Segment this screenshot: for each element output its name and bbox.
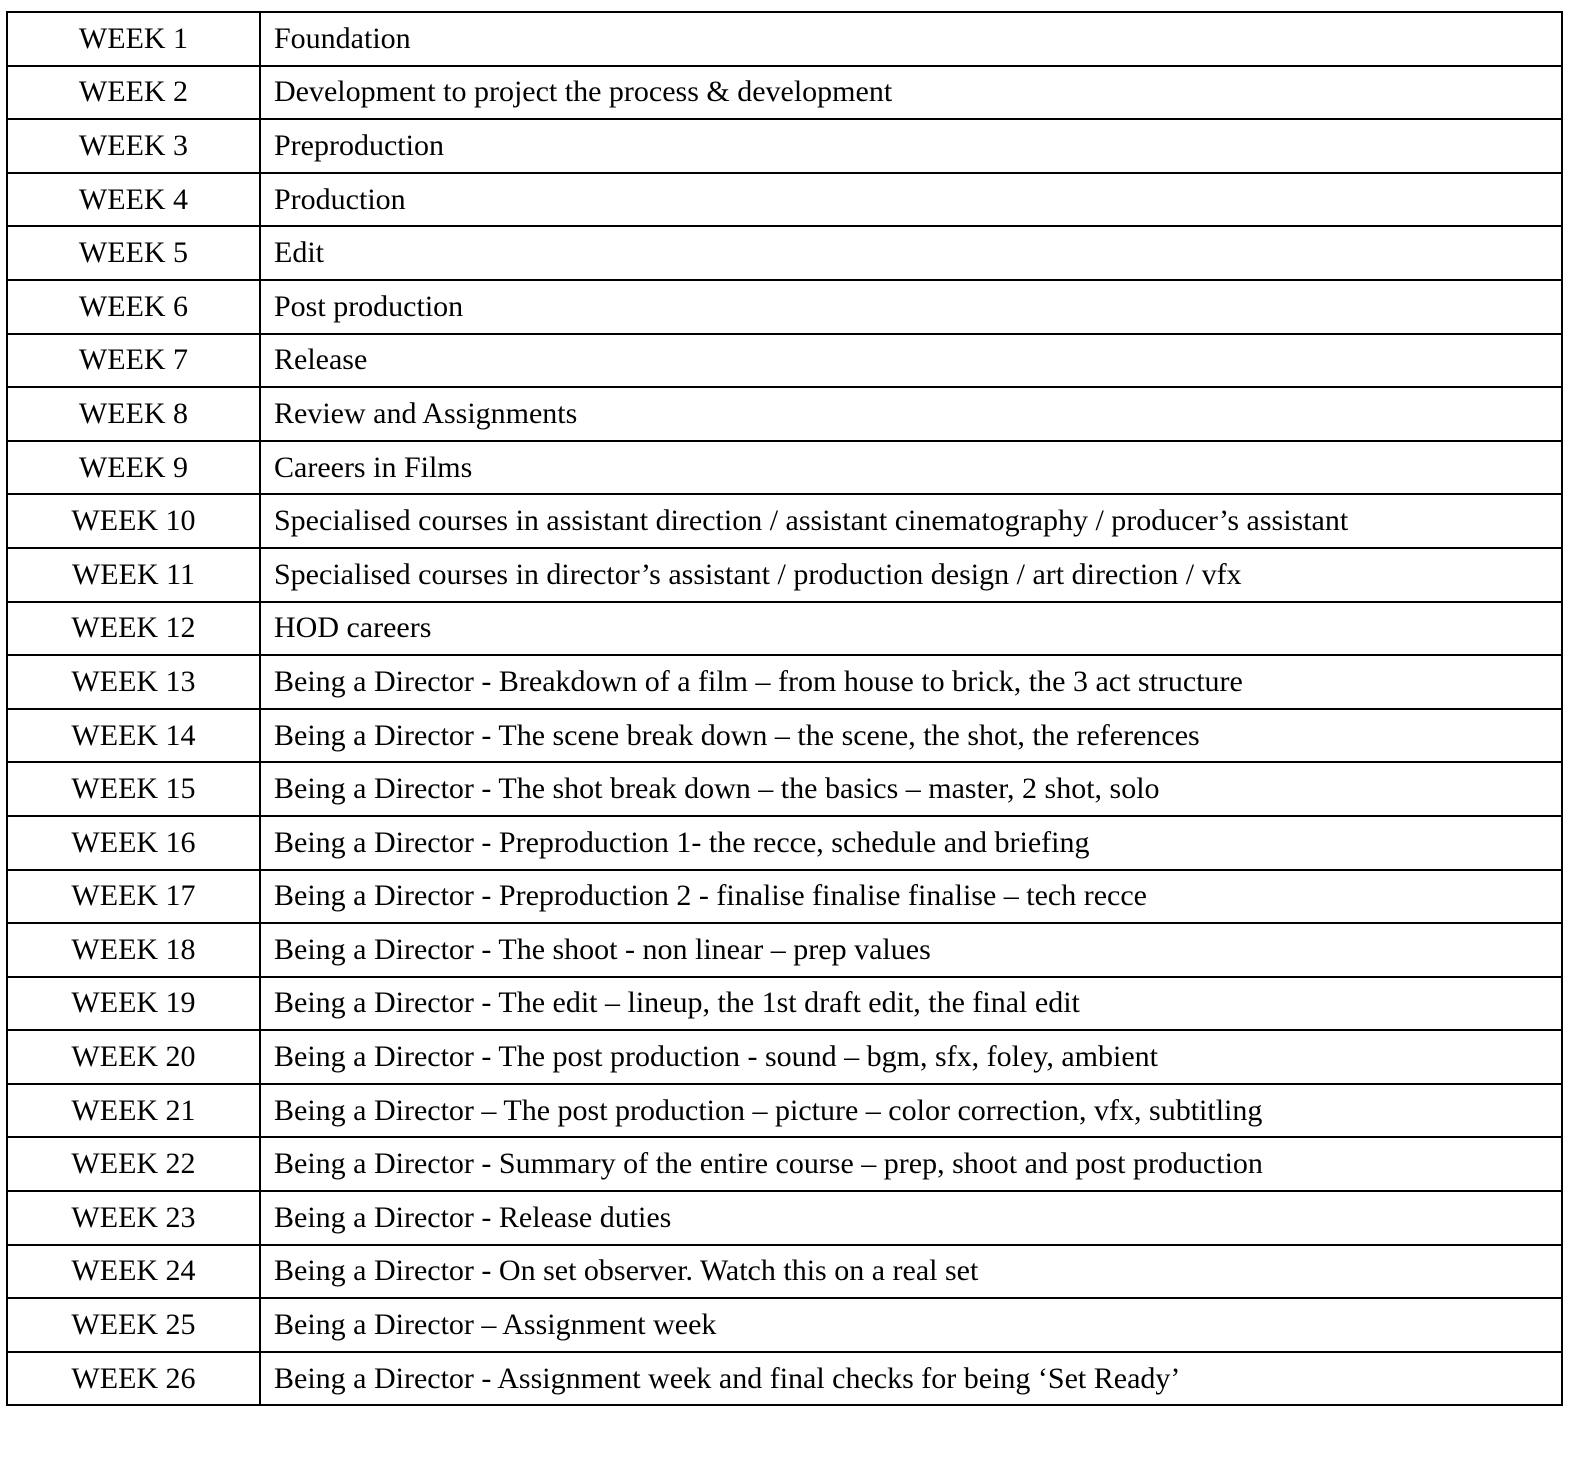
table-row — [7, 816, 1562, 870]
week-label-cell: WEEK 25 — [7, 1298, 260, 1352]
week-topic-cell: HOD careers — [260, 602, 1562, 656]
week-label-cell: WEEK 22 — [7, 1137, 260, 1191]
week-label-cell: WEEK 8 — [7, 387, 260, 441]
week-topic-cell: Being a Director - The shot break down – the basics – master, 2 shot, solo — [260, 762, 1562, 816]
table-row — [7, 1298, 1562, 1352]
week-topic-cell: Being a Director – The post production – picture – color correction, vfx, subtitling — [260, 1084, 1562, 1138]
week-label-cell: WEEK 24 — [7, 1245, 260, 1299]
week-label-cell: WEEK 18 — [7, 923, 260, 977]
week-label-cell: WEEK 11 — [7, 548, 260, 602]
table-row — [7, 602, 1562, 656]
week-topic-cell: Careers in Films — [260, 441, 1562, 495]
week-topic-cell: Being a Director - The scene break down – the scene, the shot, the references — [260, 709, 1562, 763]
week-label-cell: WEEK 21 — [7, 1084, 260, 1138]
week-topic-cell: Being a Director - Summary of the entire course – prep, shoot and post production — [260, 1137, 1562, 1191]
table-row — [7, 334, 1562, 388]
week-label-cell: WEEK 7 — [7, 334, 260, 388]
table-row — [7, 12, 1562, 66]
table-row — [7, 870, 1562, 924]
week-label-cell: WEEK 15 — [7, 762, 260, 816]
schedule-table-body — [7, 12, 1562, 1405]
week-topic-cell: Foundation — [260, 12, 1562, 66]
table-row — [7, 709, 1562, 763]
week-label-cell: WEEK 16 — [7, 816, 260, 870]
table-row — [7, 66, 1562, 120]
week-topic-cell: Review and Assignments — [260, 387, 1562, 441]
week-topic-cell: Being a Director - Release duties — [260, 1191, 1562, 1245]
week-topic-cell: Being a Director - Preproduction 2 - finalise finalise finalise – tech recce — [260, 870, 1562, 924]
week-topic-cell: Being a Director - Breakdown of a film – from house to brick, the 3 act structure — [260, 655, 1562, 709]
week-topic-cell: Specialised courses in director’s assistant / production design / art direction / vfx — [260, 548, 1562, 602]
week-label-cell: WEEK 20 — [7, 1030, 260, 1084]
week-topic-cell: Being a Director - The post production - sound – bgm, sfx, foley, ambient — [260, 1030, 1562, 1084]
table-row — [7, 441, 1562, 495]
week-topic-cell: Release — [260, 334, 1562, 388]
week-topic-cell: Post production — [260, 280, 1562, 334]
week-topic-cell: Production — [260, 173, 1562, 227]
table-row — [7, 655, 1562, 709]
week-topic-cell: Development to project the process & development — [260, 66, 1562, 120]
week-label-cell: WEEK 3 — [7, 119, 260, 173]
week-topic-cell: Being a Director - Assignment week and final checks for being ‘Set Ready’ — [260, 1352, 1562, 1406]
table-row — [7, 119, 1562, 173]
table-row — [7, 1084, 1562, 1138]
table-row — [7, 280, 1562, 334]
week-label-cell: WEEK 13 — [7, 655, 260, 709]
week-label-cell: WEEK 14 — [7, 709, 260, 763]
table-row — [7, 1030, 1562, 1084]
week-topic-cell: Being a Director - Preproduction 1- the recce, schedule and briefing — [260, 816, 1562, 870]
table-row — [7, 1191, 1562, 1245]
week-label-cell: WEEK 6 — [7, 280, 260, 334]
table-row — [7, 548, 1562, 602]
week-label-cell: WEEK 17 — [7, 870, 260, 924]
week-topic-cell: Being a Director - The shoot - non linear – prep values — [260, 923, 1562, 977]
week-label-cell: WEEK 9 — [7, 441, 260, 495]
week-topic-cell: Edit — [260, 226, 1562, 280]
week-label-cell: WEEK 23 — [7, 1191, 260, 1245]
week-label-cell: WEEK 1 — [7, 12, 260, 66]
week-label-cell: WEEK 19 — [7, 977, 260, 1031]
week-label-cell: WEEK 12 — [7, 602, 260, 656]
week-topic-cell: Being a Director – Assignment week — [260, 1298, 1562, 1352]
week-label-cell: WEEK 4 — [7, 173, 260, 227]
week-label-cell: WEEK 10 — [7, 494, 260, 548]
week-label-cell: WEEK 2 — [7, 66, 260, 120]
week-topic-cell: Preproduction — [260, 119, 1562, 173]
table-row — [7, 923, 1562, 977]
table-row — [7, 494, 1562, 548]
table-row — [7, 173, 1562, 227]
week-topic-cell: Being a Director - The edit – lineup, the 1st draft edit, the final edit — [260, 977, 1562, 1031]
table-row — [7, 762, 1562, 816]
table-row — [7, 226, 1562, 280]
table-row — [7, 977, 1562, 1031]
table-row — [7, 1245, 1562, 1299]
week-topic-cell: Being a Director - On set observer. Watch this on a real set — [260, 1245, 1562, 1299]
course-schedule-table — [6, 11, 1563, 1406]
table-row — [7, 1352, 1562, 1406]
table-row — [7, 387, 1562, 441]
table-row — [7, 1137, 1562, 1191]
week-label-cell: WEEK 5 — [7, 226, 260, 280]
week-label-cell: WEEK 26 — [7, 1352, 260, 1406]
week-topic-cell: Specialised courses in assistant direction / assistant cinematography / producer’s assistant — [260, 494, 1562, 548]
